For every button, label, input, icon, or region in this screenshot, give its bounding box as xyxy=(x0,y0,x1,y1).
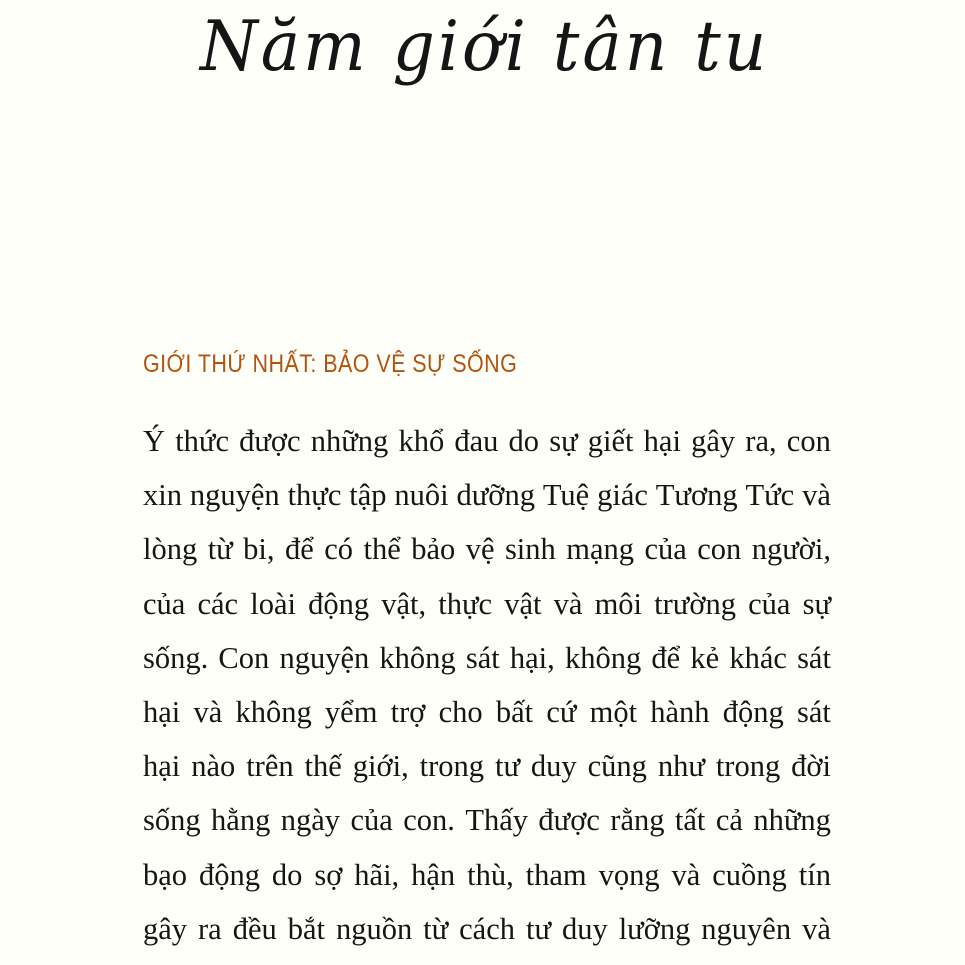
word: động xyxy=(198,857,260,892)
word: bất xyxy=(495,694,534,729)
word: trong xyxy=(419,749,485,784)
word: tư xyxy=(525,911,551,946)
word: một xyxy=(589,694,638,729)
word: nào xyxy=(191,749,236,784)
word: hành xyxy=(650,694,710,729)
word: không xyxy=(564,640,642,675)
word: khổ xyxy=(398,424,445,458)
word: sợ xyxy=(314,857,343,892)
word: không xyxy=(235,694,312,729)
word: hại xyxy=(143,749,181,784)
word: sinh xyxy=(504,532,556,567)
word: con xyxy=(697,532,742,567)
word: cho xyxy=(438,694,483,729)
word: môi xyxy=(594,586,643,621)
word: bảo xyxy=(411,532,456,567)
word: nguồn xyxy=(335,911,413,946)
paragraph-line xyxy=(143,745,831,799)
word: con. xyxy=(403,803,455,838)
word: dưỡng xyxy=(456,478,535,513)
paragraph-line xyxy=(143,691,831,745)
word: mạng xyxy=(566,532,634,567)
word: trên xyxy=(246,749,294,784)
word: cả xyxy=(715,803,743,838)
word: vệ xyxy=(465,532,495,567)
word: do xyxy=(271,857,303,892)
word: vật, xyxy=(381,586,427,621)
word: hằng xyxy=(211,803,271,838)
word: giác xyxy=(597,478,648,513)
paragraph-line xyxy=(143,854,831,908)
word: những xyxy=(753,803,831,838)
word: cách xyxy=(459,911,516,946)
word: có xyxy=(324,532,354,567)
word: lòng xyxy=(143,532,198,567)
word: bi, xyxy=(243,532,275,567)
paragraph-line xyxy=(143,583,831,637)
word: sự xyxy=(802,586,831,621)
word: ra, xyxy=(745,424,777,458)
word: thù, xyxy=(467,857,514,892)
word: cứ xyxy=(546,694,577,729)
word: ngày xyxy=(280,803,341,838)
word: khác xyxy=(729,640,787,675)
word: trợ xyxy=(390,694,426,729)
word: để xyxy=(284,532,314,567)
word: sát xyxy=(465,640,500,675)
word: rằng xyxy=(610,803,665,838)
word: hại xyxy=(643,424,681,458)
word: thực xyxy=(438,586,493,621)
word: bắt xyxy=(287,911,325,946)
word: được xyxy=(538,803,600,838)
word: như xyxy=(657,749,705,784)
word: hãi, xyxy=(354,857,400,892)
word: động xyxy=(308,586,370,621)
word: nguyện xyxy=(189,478,280,513)
word: của xyxy=(644,532,687,567)
word: và xyxy=(193,694,223,729)
page-title: Năm giới tân tu xyxy=(200,6,770,87)
word: hại, xyxy=(509,640,555,675)
word: loài xyxy=(250,586,296,621)
word: nguyện xyxy=(279,640,370,675)
section-heading: GIỚI THỨ NHẤT: BẢO VỆ SỰ SỐNG xyxy=(143,350,518,378)
word: và xyxy=(553,586,583,621)
word: tham xyxy=(525,857,587,892)
word: Tương xyxy=(655,478,738,513)
word: những xyxy=(310,424,389,458)
word: các xyxy=(197,586,239,621)
word: tư xyxy=(494,749,520,784)
word: sát xyxy=(796,694,831,729)
body-paragraph xyxy=(143,420,831,962)
word: Thấy xyxy=(465,803,528,838)
word: thực xyxy=(287,478,342,513)
paragraph-line xyxy=(143,474,831,528)
word: thế xyxy=(304,749,342,784)
word: cũng xyxy=(587,749,647,784)
word: hận xyxy=(411,857,456,892)
word: sống. xyxy=(143,640,209,675)
word: trường xyxy=(654,586,736,621)
word: nguyên xyxy=(701,911,792,946)
word: và xyxy=(802,478,831,513)
word: trong xyxy=(715,749,781,784)
word: tín xyxy=(798,857,831,892)
paragraph-line xyxy=(143,528,831,582)
word: tập xyxy=(349,478,387,513)
word: ra xyxy=(198,911,222,946)
word: sát xyxy=(797,640,831,675)
word: và xyxy=(671,857,701,892)
word: của xyxy=(748,586,791,621)
word: cuồng xyxy=(712,857,787,892)
word: gây xyxy=(143,911,188,946)
word: động xyxy=(722,694,784,729)
word: Con xyxy=(218,640,270,675)
word: con xyxy=(786,424,831,458)
word: đau xyxy=(454,424,499,458)
word: Ý xyxy=(143,424,166,458)
paragraph-line xyxy=(143,799,831,853)
word: đời xyxy=(791,749,831,784)
word: từ xyxy=(207,532,233,567)
word: thức xyxy=(175,424,229,458)
word: hại xyxy=(143,694,181,729)
word: vọng xyxy=(598,857,660,892)
word: sự xyxy=(549,424,578,458)
word: để xyxy=(651,640,681,675)
word: sống xyxy=(143,803,201,838)
word: giết xyxy=(587,424,634,458)
word: lưỡng xyxy=(618,911,691,946)
word: được xyxy=(239,424,301,458)
word: do xyxy=(508,424,540,458)
word: không xyxy=(379,640,456,675)
paragraph-line xyxy=(143,908,831,962)
word: kẻ xyxy=(690,640,720,675)
word: và xyxy=(802,911,831,946)
paragraph-line xyxy=(143,420,831,474)
word: Tức xyxy=(745,478,795,513)
word: giới, xyxy=(352,749,409,784)
word: Tuệ xyxy=(542,478,590,513)
word: duy xyxy=(561,911,608,946)
word: gây xyxy=(691,424,736,458)
word: duy xyxy=(530,749,577,784)
word: người, xyxy=(751,532,831,567)
word: thể xyxy=(363,532,401,567)
word: vật xyxy=(504,586,542,621)
paragraph-line xyxy=(143,637,831,691)
word: nuôi xyxy=(394,478,449,513)
word: bạo xyxy=(143,857,188,892)
word: tất xyxy=(674,803,706,838)
word: từ xyxy=(423,911,449,946)
word: xin xyxy=(143,478,182,513)
word: của xyxy=(350,803,393,838)
word: đều xyxy=(232,911,277,946)
word: yểm xyxy=(324,694,378,729)
word: của xyxy=(143,586,186,621)
